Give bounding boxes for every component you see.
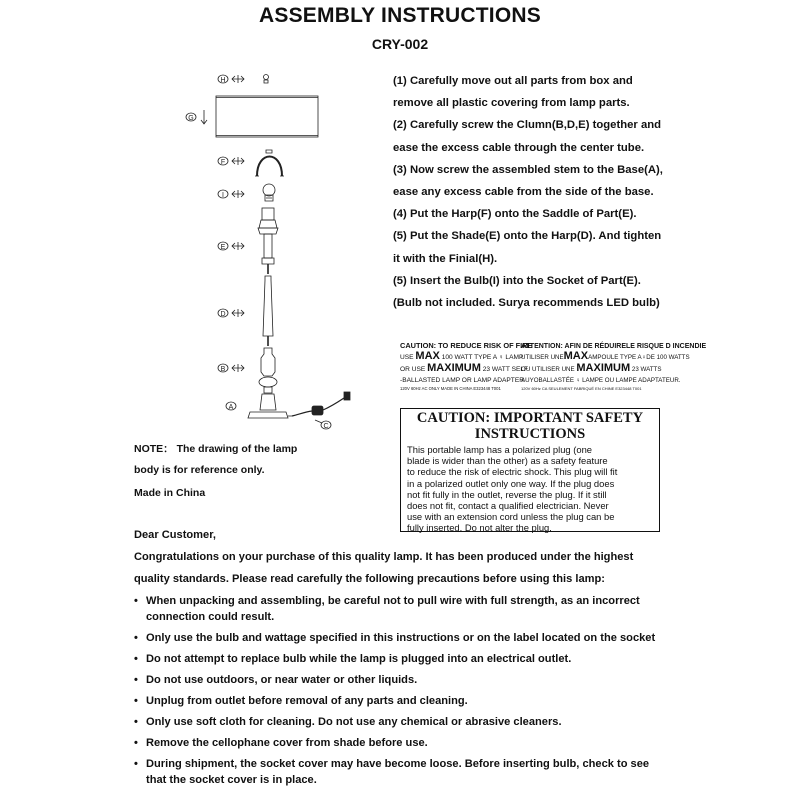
part-d-column [218,276,273,346]
svg-text:UTILISER UNEMAXAMPOULE TYPE A♀: UTILISER UNEMAXAMPOULE TYPE A♀DE 100 WATTS [521,350,690,362]
svg-text:USE MAX 100 WATT TYPE A ♀ LAMP: USE MAX 100 WATT TYPE A ♀ LAMP [400,350,524,362]
list-item: • Remove the cellophane cover from shade before use. [134,737,428,749]
step-line: ease the excess cable through the center tube. [393,141,645,154]
svg-text:-BALLASTED LAMP OR LAMP ADAPTE: -BALLASTED LAMP OR LAMP ADAPTER [400,377,524,384]
lamp-exploded-diagram [160,68,380,440]
caution-title: CAUTION: IMPORTANT SAFETY INSTRUCTIONS [416,410,644,442]
svg-text:CAUTION: TO REDUCE RISK OF FIR: CAUTION: TO REDUCE RISK OF FIRE [400,341,533,350]
customer-letter [134,529,774,786]
drawing-note: body is for reference only. [134,464,265,476]
svg-text:A: A [228,404,234,411]
warning-label-english [400,341,533,391]
step-line: (Bulb not included. Surya recommends LED bulb) [393,297,660,310]
arrow-cross-icon [232,75,244,83]
precautions-list [134,595,774,786]
part-e-column [218,208,278,274]
list-item: • Unplug from outlet before removal of any parts and cleaning. [134,695,468,707]
svg-text:D: D [220,311,226,318]
intro-line: Congratulations on your purchase of this quality lamp. It has been produced under the highest [134,551,634,563]
svg-text:I: I [222,192,224,199]
part-h-letter: H [220,77,226,84]
caution-text: This portable lamp has a polarized plug (one blade is wider than the other) as a safety feature to reduce the risk of electric shock. This plug will fit in a polarized outlet only one way. If the plug does not fit fully in the outlet, reverse the plug. If it still does not fit, contact a qualified electrician. Never use with an extension cord unless the plug can be fully inserted. Do not alter the plug. [407,444,618,534]
step-line: (4) Put the Harp(F) onto the Saddle of Part(E). [393,208,637,221]
step-line: (1) Carefully move out all parts from box and [393,75,633,87]
svg-text:120V 60Hz AC ONLY MADE IN CHIN: 120V 60Hz AC ONLY MADE IN CHINA E323448 T001 [400,386,501,391]
step-line: it with the Finial(H). [393,252,498,265]
svg-text:C: C [323,423,329,430]
part-a-base [226,394,292,418]
caution-safety-box [400,408,660,532]
made-in-label: Made in China [134,487,206,499]
part-g-shade [186,96,318,137]
part-f-harp [218,150,284,176]
list-item: • During shipment, the socket cover may have become loose. Before inserting bulb, check to see that the socket cover is in place. [134,758,650,786]
step-line: (2) Carefully screw the Clumn(B,D,E) together and [393,119,662,132]
intro-line: quality standards. Please read carefully the following precautions before using this lamp: [134,573,605,585]
svg-text:ATTENTION: AFIN DE RÉDUIRELE R: ATTENTION: AFIN DE RÉDUIRELE RISQUE D INCENDIE [521,343,707,350]
page-title: ASSEMBLY INSTRUCTIONS [259,4,541,27]
part-i-bulb [218,184,275,201]
step-line: (5) Insert the Bulb(I) into the Socket of Part(E). [393,274,641,287]
model-number: CRY-002 [371,36,429,52]
warning-label-french [521,341,706,391]
step-line: ease any excess cable from the side of the base. [393,186,654,199]
step-line: (3) Now screw the assembled stem to the Base(A), [393,163,663,176]
step-line: remove all plastic covering from lamp parts. [393,97,630,110]
svg-text:OU UTILISER UNE MAXIMUM 23 WAT: OU UTILISER UNE MAXIMUM 23 WATTS [521,362,662,374]
greeting: Dear Customer, [134,529,217,541]
warning-label [400,340,707,398]
svg-text:120V 60Hz CA SEULEMENT FABRIQU: 120V 60Hz CA SEULEMENT FABRIQUÉ EN CHINE E323448 T001 [521,386,642,391]
svg-text:AUYOBALLASTÉE ♀ LAMPE OU LAMPE: AUYOBALLASTÉE ♀ LAMPE OU LAMPE ADAPTATEUR. [521,377,681,384]
part-c-cord [292,392,350,430]
part-h-finial [218,75,269,85]
arrow-down-icon [201,110,207,124]
svg-text:G: G [188,115,194,122]
list-item: • Only use soft cloth for cleaning. Do not use any chemical or abrasive cleaners. [134,716,562,728]
list-item: • Do not attempt to replace bulb while the lamp is plugged into an electrical outlet. [134,653,572,665]
part-b-column [218,348,277,393]
assembly-steps [393,70,793,314]
step-line: (5) Put the Shade(E) onto the Harp(D). And tighten [393,230,662,243]
list-item: • Do not use outdoors, or near water or other liquids. [134,674,418,686]
svg-text:OR USE MAXIMUM 23 WATT SELF: OR USE MAXIMUM 23 WATT SELF [400,362,529,374]
svg-text:E: E [220,244,226,251]
svg-text:F: F [220,159,226,166]
drawing-note: NOTE： The drawing of the lamp [134,443,298,455]
list-item: • When unpacking and assembling, be careful not to pull wire with full strength, as an incorrect connection could result. [134,595,640,623]
svg-text:B: B [220,366,226,373]
list-item: • Only use the bulb and wattage specified in this instructions or on the label located on the socket [134,632,656,644]
